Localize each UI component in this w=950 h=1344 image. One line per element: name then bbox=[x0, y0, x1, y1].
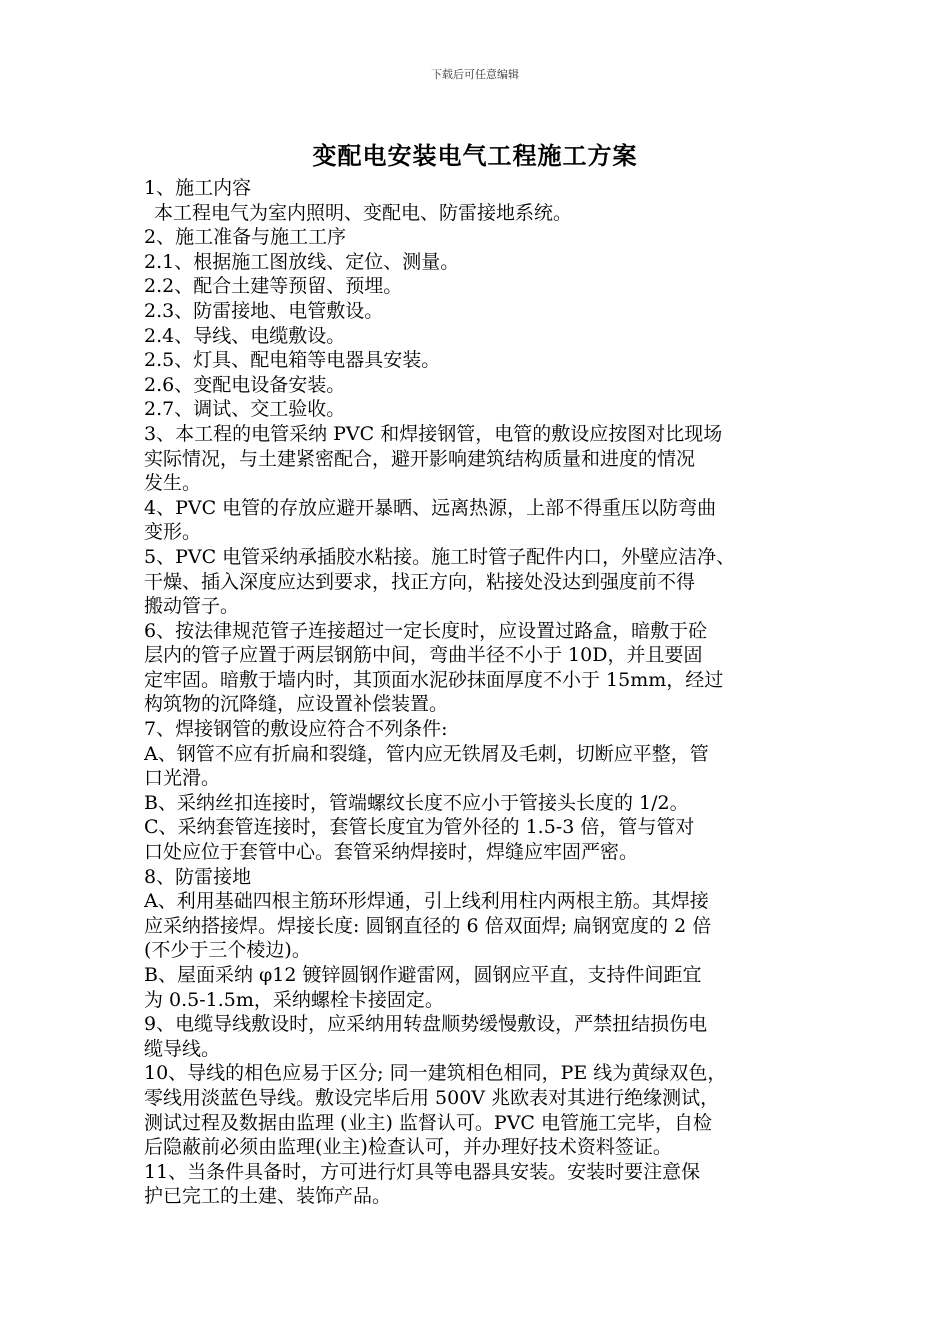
text-line: 零线用淡蓝色导线。敷设完毕后用 500V 兆欧表对其进行绝缘测试， bbox=[144, 1086, 720, 1109]
text-line: 口光滑。 bbox=[144, 767, 221, 790]
text-line: 1、施工内容 bbox=[144, 177, 252, 199]
text-line: 4、PVC 电管的存放应避开暴晒、远离热源，上部不得重压以防弯曲 bbox=[144, 496, 717, 519]
text-line: 2.3、防雷接地、电管敷设。 bbox=[144, 299, 384, 322]
text-line: 11、当条件具备时，方可进行灯具等电器具安装。安装时要注意保 bbox=[144, 1160, 701, 1183]
text-line: 2.5、灯具、配电箱等电器具安装。 bbox=[144, 349, 441, 372]
text-line: 护已完工的土建、装饰产品。 bbox=[144, 1185, 392, 1208]
text-line: B、采纳丝扣连接时，管端螺纹长度不应小于管接头长度的 1/2。 bbox=[144, 791, 689, 814]
text-line: 6、按法律规范管子连接超过一定长度时，应设置过路盒，暗敷于砼 bbox=[144, 619, 708, 642]
document-title: 变配电安装电气工程施工方案 bbox=[312, 141, 638, 170]
text-line: 搬动管子。 bbox=[144, 595, 240, 618]
text-line: 5、PVC 电管采纳承插胶水粘接。施工时管子配件内口，外壁应洁净、 bbox=[144, 545, 736, 568]
text-line: 后隐蔽前必须由监理(业主)检查认可，并办理好技术资料签证。 bbox=[144, 1136, 672, 1159]
text-line: 实际情况，与土建紧密配合，避开影响建筑结构质量和进度的情况 bbox=[144, 447, 696, 470]
text-line: 定牢固。暗敷于墙内时，其顶面水泥砂抹面厚度不小于 15mm，经过 bbox=[144, 668, 724, 691]
text-line: 2.7、调试、交工验收。 bbox=[144, 398, 346, 421]
text-line: 本工程电气为室内照明、变配电、防雷接地系统。 bbox=[154, 201, 573, 224]
text-line: 7、焊接钢管的敷设应符合不列条件: bbox=[144, 718, 448, 741]
text-line: 构筑物的沉降缝，应设置补偿装置。 bbox=[144, 693, 449, 716]
text-line: 为 0.5-1.5m，采纳螺栓卡接固定。 bbox=[144, 988, 444, 1011]
text-line: A、利用基础四根主筋环形焊通，引上线利用柱内两根主筋。其焊接 bbox=[144, 890, 709, 913]
text-line: 干燥、插入深度应达到要求，找正方向，粘接处没达到强度前不得 bbox=[144, 570, 696, 593]
text-line: 2.6、变配电设备安装。 bbox=[144, 373, 346, 396]
text-line: B、屋面采纳 φ12 镀锌圆钢作避雷网，圆钢应平直，支持件间距宜 bbox=[144, 964, 702, 986]
text-line: 8、防雷接地 bbox=[144, 865, 252, 888]
text-line: 缆导线。 bbox=[144, 1037, 221, 1060]
header-note: 下载后可任意编辑 bbox=[431, 68, 519, 81]
text-line: 应采纳搭接焊。焊接长度: 圆钢直径的 6 倍双面焊; 扁钢宽度的 2 倍 bbox=[144, 914, 712, 937]
text-line: 口处应位于套管中心。套管采纳焊接时，焊缝应牢固严密。 bbox=[144, 841, 639, 864]
text-line: A、钢管不应有折扁和裂缝，管内应无铁屑及毛刺，切断应平整，管 bbox=[144, 742, 709, 765]
text-line: 变形。 bbox=[144, 521, 202, 544]
text-line: 发生。 bbox=[144, 472, 202, 495]
text-line: 10、导线的相色应易于区分; 同一建筑相色相同，PE 线为黄绿双色， bbox=[144, 1062, 727, 1085]
text-line: 2.4、导线、电缆敷设。 bbox=[144, 324, 346, 347]
text-line: (不少于三个棱边)。 bbox=[144, 939, 311, 962]
document-body bbox=[144, 176, 814, 1209]
text-line: 3、本工程的电管采纳 PVC 和焊接钢管，电管的敷设应按图对比现场 bbox=[144, 422, 723, 445]
text-line: 2、施工准备与施工工序 bbox=[144, 226, 347, 249]
text-line: 测试过程及数据由监理 (业主) 监督认可。PVC 电管施工完毕，自检 bbox=[144, 1111, 712, 1134]
text-line: 2.2、配合土建等预留、预埋。 bbox=[144, 275, 403, 298]
text-line: 2.1、根据施工图放线、定位、测量。 bbox=[144, 250, 460, 273]
text-line: 层内的管子应置于两层钢筋中间，弯曲半径不小于 10D，并且要固 bbox=[144, 644, 703, 667]
text-line: C、采纳套管连接时，套管长度宜为管外径的 1.5-3 倍，管与管对 bbox=[144, 816, 695, 839]
text-line: 9、电缆导线敷设时，应采纳用转盘顺势缓慢敷设，严禁扭结损伤电 bbox=[144, 1013, 708, 1036]
